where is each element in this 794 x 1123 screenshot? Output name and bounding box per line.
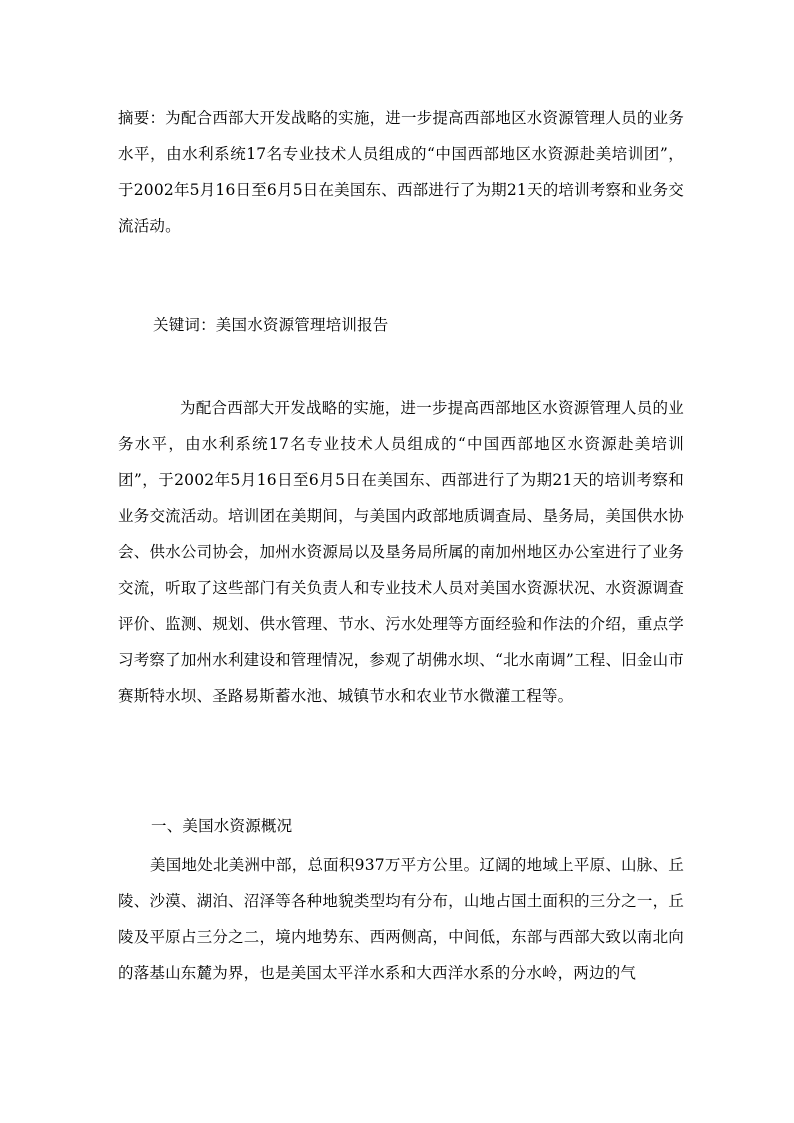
abstract-paragraph: 摘要：为配合西部大开发战略的实施，进一步提高西部地区水资源管理人员的业务水平，由水利系统17名专业技术人员组成的“中国西部地区水资源赴美培训团”，于2002年5月16日至6月5日在美国东、西部进行了为期21天的培训考察和业务交流活动。 bbox=[118, 109, 684, 235]
section-heading: 一、美国水资源概况 bbox=[151, 817, 293, 835]
keywords-line: 关键词：美国水资源管理培训报告 bbox=[153, 316, 389, 334]
intro-paragraph: 为配合西部大开发战略的实施，进一步提高西部地区水资源管理人员的业务水平，由水利系统17名专业技术人员组成的“中国西部地区水资源赴美培训团”，于2002年5月16日至6月5日在美国东、西部进行了为期21天的培训考察和业务交流活动。培训团在美期间，与美国内政部地质调查局、垦务局，美国供水协会、供水公司协会，加州水资源局以及垦务局所属的南加州地区办公室进行了业务交流，听取了这些部门有关负责人和专业技术人员对美国水资源状况、水资源调查评价、监测、规划、供水管理、节水、污水处理等方面经验和作法的介绍，重点学习考察了加州水利建设和管理情况，参观了胡佛水坝、“北水南调”工程、旧金山市赛斯特水坝、圣路易斯蓄水池、城镇节水和农业节水微灌工程等。 bbox=[118, 399, 684, 705]
section-paragraph: 美国地处北美洲中部，总面积937万平方公里。辽阔的地域上平原、山脉、丘陵、沙漠、湖泊、沼泽等各种地貌类型均有分布，山地占国土面积的三分之一，丘陵及平原占三分之二，境内地势东、西两侧高，中间低，东部与西部大致以南北向的落基山东麓为界，也是美国太平洋水系和大西洋水系的分水岭，两边的气 bbox=[118, 856, 684, 982]
